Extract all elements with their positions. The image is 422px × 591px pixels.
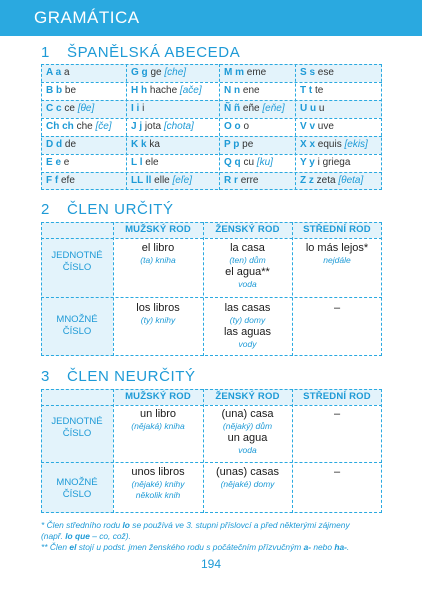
row-label-line: ČÍSLO bbox=[62, 489, 92, 500]
section-3-heading bbox=[41, 368, 196, 385]
pronunciation: [ače] bbox=[179, 85, 202, 96]
letter-name: uve bbox=[317, 121, 334, 132]
chapter-header bbox=[0, 0, 422, 36]
word: las aguas bbox=[223, 326, 272, 338]
letter-name: elle bbox=[154, 175, 170, 186]
pronunciation: [če] bbox=[95, 121, 112, 132]
translation: (ta) kniha bbox=[140, 255, 176, 265]
col-head-neut: STŘEDNÍ ROD bbox=[303, 224, 371, 235]
letter: Z z bbox=[300, 175, 314, 186]
row-label-singular bbox=[41, 416, 113, 440]
word: las casas bbox=[224, 302, 271, 314]
letter-name: cu bbox=[243, 157, 255, 168]
dash: – bbox=[333, 302, 341, 314]
translation: (nějaké) knihy bbox=[131, 479, 185, 489]
indefinite-article-table bbox=[41, 389, 382, 513]
cell-indef-pl-fem bbox=[203, 466, 292, 490]
translation: (nějaká) kniha bbox=[131, 421, 185, 431]
translation: (ty) domy bbox=[229, 315, 266, 325]
footnote-term: lo bbox=[122, 520, 130, 530]
letter: X x bbox=[300, 139, 316, 150]
letter: N n bbox=[224, 85, 241, 96]
row-label-line: JEDNOTNÉ bbox=[51, 250, 103, 261]
dash: – bbox=[333, 408, 341, 420]
letter: D d bbox=[46, 139, 63, 150]
word: un agua bbox=[227, 432, 268, 444]
letter-name: a bbox=[63, 67, 70, 78]
letter: LL ll bbox=[131, 175, 152, 186]
translation: voda bbox=[238, 279, 257, 289]
footnote-term: a- bbox=[303, 542, 312, 552]
divider bbox=[41, 297, 382, 298]
footnote-2 bbox=[41, 542, 391, 553]
letter: H h bbox=[131, 85, 148, 96]
letter-name: ka bbox=[149, 139, 160, 150]
cell-def-sg-fem bbox=[203, 242, 292, 290]
table-frame bbox=[41, 64, 382, 190]
word: unos libros bbox=[131, 466, 185, 478]
col-head-masc: MUŽSKÝ ROD bbox=[125, 391, 191, 402]
row-label-line: ČÍSLO bbox=[62, 262, 92, 273]
letter-name: i bbox=[142, 103, 145, 114]
section-3-title: ČLEN NEURČITÝ bbox=[67, 368, 196, 385]
letter: C c bbox=[46, 103, 62, 114]
definite-article-table bbox=[41, 222, 382, 356]
cell-def-sg-masc bbox=[113, 242, 203, 266]
pronunciation: [eňe] bbox=[262, 103, 285, 114]
letter: M m bbox=[224, 67, 244, 78]
footnote-term: ha- bbox=[334, 542, 347, 552]
divider bbox=[41, 462, 382, 463]
footnote-text: stojí u podst. jmen ženského rodu s počátečním přízvučným bbox=[76, 542, 304, 552]
footnote-1 bbox=[41, 520, 391, 542]
row-label-line: ČÍSLO bbox=[62, 326, 92, 337]
letter: R r bbox=[224, 175, 238, 186]
letter-name: che bbox=[76, 121, 93, 132]
letter: A a bbox=[46, 67, 62, 78]
divider bbox=[41, 405, 382, 406]
letter: Y y bbox=[300, 157, 315, 168]
word: (unas) casas bbox=[216, 466, 279, 478]
page-number: 194 bbox=[200, 557, 222, 571]
letter: E e bbox=[46, 157, 62, 168]
word: el agua** bbox=[225, 266, 270, 278]
cell-def-sg-neut bbox=[292, 242, 382, 266]
word: el libro bbox=[141, 242, 175, 254]
letter: G g bbox=[131, 67, 148, 78]
word: los libros bbox=[136, 302, 180, 314]
translation: voda bbox=[238, 445, 257, 455]
pronunciation: [ekis] bbox=[344, 139, 368, 150]
letter-name: pe bbox=[242, 139, 254, 150]
letter-name: ce bbox=[64, 103, 75, 114]
letter: B b bbox=[46, 85, 63, 96]
row-label-line: MNOŽNÉ bbox=[56, 314, 98, 325]
letter-name: jota bbox=[144, 121, 162, 132]
letter-name: te bbox=[315, 85, 324, 96]
row-label-plural bbox=[41, 477, 113, 501]
footnote-text: ** Člen bbox=[41, 542, 70, 552]
letter-name: i griega bbox=[317, 157, 351, 168]
letter-name: ge bbox=[150, 67, 162, 78]
letter-name: o bbox=[243, 121, 250, 132]
letter-name: u bbox=[318, 103, 325, 114]
letter-name: efe bbox=[61, 175, 75, 186]
letter: V v bbox=[300, 121, 316, 132]
letter-name: equis bbox=[317, 139, 342, 150]
row-label-plural bbox=[41, 314, 113, 338]
section-1-number: 1 bbox=[41, 44, 50, 61]
footnote-text: (např. bbox=[41, 531, 66, 541]
col-head-fem: ŽENSKÝ ROD bbox=[215, 224, 280, 235]
col-head-neut: STŘEDNÍ ROD bbox=[303, 391, 371, 402]
cell-def-pl-fem bbox=[203, 302, 292, 350]
section-3-number: 3 bbox=[41, 368, 50, 385]
cell-indef-sg-masc bbox=[113, 408, 203, 432]
col-head-fem: ŽENSKÝ ROD bbox=[215, 391, 280, 402]
footnote-text: nebo bbox=[311, 542, 335, 552]
letter: I i bbox=[131, 103, 140, 114]
letter-name: e bbox=[63, 157, 70, 168]
word: la casa bbox=[230, 242, 265, 254]
alphabet-table bbox=[41, 64, 382, 190]
footnote-term: lo que bbox=[65, 531, 90, 541]
letter: S s bbox=[300, 67, 316, 78]
letter: P p bbox=[224, 139, 240, 150]
letter-name: ese bbox=[317, 67, 334, 78]
letter: L l bbox=[131, 157, 143, 168]
pronunciation: [θeta] bbox=[338, 175, 364, 186]
letter: Ch ch bbox=[46, 121, 74, 132]
cell-def-pl-neut bbox=[292, 302, 382, 315]
section-1-heading bbox=[41, 44, 240, 61]
pronunciation: [chota] bbox=[163, 121, 194, 132]
letter-name: hache bbox=[149, 85, 178, 96]
row-label-line: MNOŽNÉ bbox=[56, 477, 98, 488]
row-label-line: JEDNOTNÉ bbox=[51, 416, 103, 427]
letter-name: erre bbox=[240, 175, 259, 186]
section-1-title: ŠPANĚLSKÁ ABECEDA bbox=[67, 44, 241, 61]
footnote-text: se používá ve 3. stupni příslovcí a před některými zájmeny bbox=[129, 520, 350, 530]
letter-name: ele bbox=[145, 157, 159, 168]
row-label-line: ČÍSLO bbox=[62, 428, 92, 439]
word: lo más lejos* bbox=[305, 242, 369, 254]
letter-name: zeta bbox=[316, 175, 336, 186]
translation: (nějaký) dům bbox=[222, 421, 273, 431]
pronunciation: [che] bbox=[164, 67, 187, 78]
section-2-number: 2 bbox=[41, 201, 50, 218]
translation: nejdále bbox=[323, 255, 351, 265]
letter: O o bbox=[224, 121, 241, 132]
cell-indef-sg-neut bbox=[292, 408, 382, 421]
row-label-singular bbox=[41, 250, 113, 274]
word: un libro bbox=[139, 408, 177, 420]
letter-name: eñe bbox=[242, 103, 260, 114]
letter: U u bbox=[300, 103, 317, 114]
footnote-term: el bbox=[69, 542, 77, 552]
letter: Ñ ñ bbox=[224, 103, 241, 114]
cell-indef-sg-fem bbox=[203, 408, 292, 456]
letter-name: eme bbox=[246, 67, 267, 78]
letter-name: be bbox=[64, 85, 77, 96]
col-head-masc: MUŽSKÝ ROD bbox=[125, 224, 191, 235]
letter-name: ene bbox=[242, 85, 260, 96]
translation: vody bbox=[238, 339, 257, 349]
letter-name: de bbox=[64, 139, 77, 150]
pronunciation: [θe] bbox=[77, 103, 95, 114]
dash: – bbox=[333, 466, 341, 478]
footnote-text: . bbox=[346, 542, 350, 552]
letter: F f bbox=[46, 175, 59, 186]
cell-indef-pl-masc bbox=[113, 466, 203, 501]
translation: (ty) knihy bbox=[140, 315, 176, 325]
pronunciation: [ku] bbox=[256, 157, 273, 168]
letter: Q q bbox=[224, 157, 241, 168]
pronunciation: [eľe] bbox=[172, 175, 193, 186]
translation: (ten) dům bbox=[229, 255, 266, 265]
letter: J j bbox=[131, 121, 143, 132]
footnote-text: – co, což). bbox=[89, 531, 131, 541]
section-2-heading bbox=[41, 201, 174, 218]
word: (una) casa bbox=[221, 408, 274, 420]
chapter-title: GRAMÁTICA bbox=[34, 8, 140, 27]
translation: (nějaké) domy bbox=[220, 479, 275, 489]
footnote-text: * Člen středního rodu bbox=[41, 520, 123, 530]
translation: několik knih bbox=[135, 490, 181, 500]
section-2-title: ČLEN URČITÝ bbox=[67, 201, 174, 218]
divider bbox=[41, 238, 382, 239]
cell-indef-pl-neut bbox=[292, 466, 382, 479]
letter: K k bbox=[131, 139, 147, 150]
cell-def-pl-masc bbox=[113, 302, 203, 326]
letter: T t bbox=[300, 85, 313, 96]
